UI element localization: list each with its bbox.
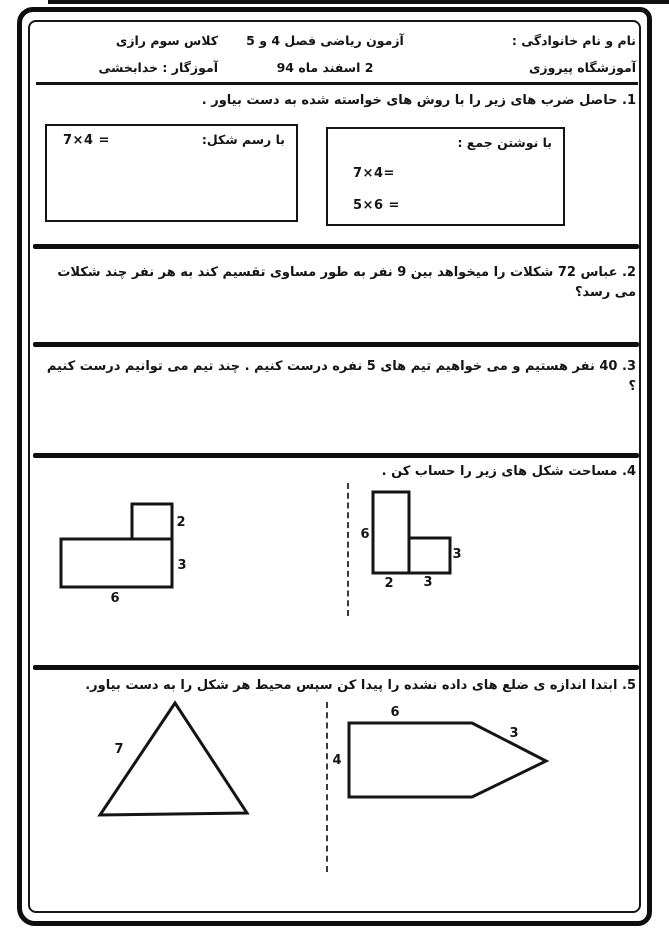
addition-method-label: با نوشتن جمع :: [457, 135, 552, 150]
answer-box-addition-method: [326, 127, 565, 226]
triangle: [100, 703, 247, 815]
equation-7x4-draw: 7×4 =: [63, 133, 110, 148]
side-label: 2: [176, 515, 186, 530]
exam-title: آزمون ریاضی فصل 4 و 5: [246, 33, 404, 48]
drawing-method-label: با رسم شکل:: [201, 132, 285, 147]
header-divider-line: [36, 82, 638, 85]
student-name-label: نام و نام خانوادگی :: [511, 33, 636, 48]
perimeter-triangle-svg: [85, 697, 265, 823]
question-5-text: 5. ابتدا اندازه ی ضلع های داده نشده را پیدا کن سپس محیط هر شکل را به دست بیاور.: [85, 678, 636, 693]
side-label: 3: [177, 558, 187, 573]
side-label: 3: [509, 726, 519, 741]
teacher-name: آموزگار : خدابخشی: [98, 60, 218, 75]
side-label: 3: [452, 547, 462, 562]
page-top-edge-line: [48, 0, 669, 4]
equation-7x4: 7×4=: [353, 166, 395, 181]
question-2-text: 2. عباس 72 شکلات را میخواهد بین 9 نفر به طور مساوی تقسیم کند به هر نفر چند شکلات می رسد؟: [57, 265, 636, 300]
question-3-text: 3. 40 نفر هستیم و می خواهیم تیم های 5 نفره درست کنیم . چند تیم می توانیم درست کنیم ؟: [46, 359, 636, 394]
answer-box-drawing-method: [45, 124, 298, 222]
section-divider: [33, 453, 639, 458]
header-name-block: [416, 27, 636, 81]
attached-square: [409, 538, 450, 573]
section-divider: [33, 665, 639, 670]
side-label: 3: [423, 575, 433, 590]
section-divider: [33, 244, 639, 249]
question-4-text: 4. مساحت شکل های زیر را حساب کن .: [381, 464, 636, 479]
tall-rectangle: [373, 492, 409, 573]
side-label: 6: [360, 527, 370, 542]
header-class-block: [80, 27, 218, 81]
top-square: [132, 504, 172, 539]
area-shape-left-svg: [55, 490, 195, 608]
side-label: 4: [332, 753, 342, 768]
question-1-text: 1. حاصل ضرب های زیر را با روش های خواسته شده به دست بیاور .: [201, 93, 636, 108]
section-divider: [33, 342, 639, 347]
side-label: 6: [110, 591, 120, 606]
side-label: 6: [390, 705, 400, 720]
class-name: کلاس سوم رازی: [115, 33, 218, 48]
equation-5x6: 5×6 =: [353, 198, 400, 213]
perimeter-pentagon-svg: [328, 700, 560, 804]
area-shape-right-svg: [340, 479, 472, 594]
side-label: 2: [384, 576, 394, 591]
header-exam-block: [240, 27, 410, 81]
side-label: 7: [114, 742, 124, 757]
school-name: آموزشگاه پیروزی: [528, 60, 636, 75]
exam-date: 2 اسفند ماه 94: [276, 60, 374, 75]
wide-rectangle: [61, 539, 172, 587]
